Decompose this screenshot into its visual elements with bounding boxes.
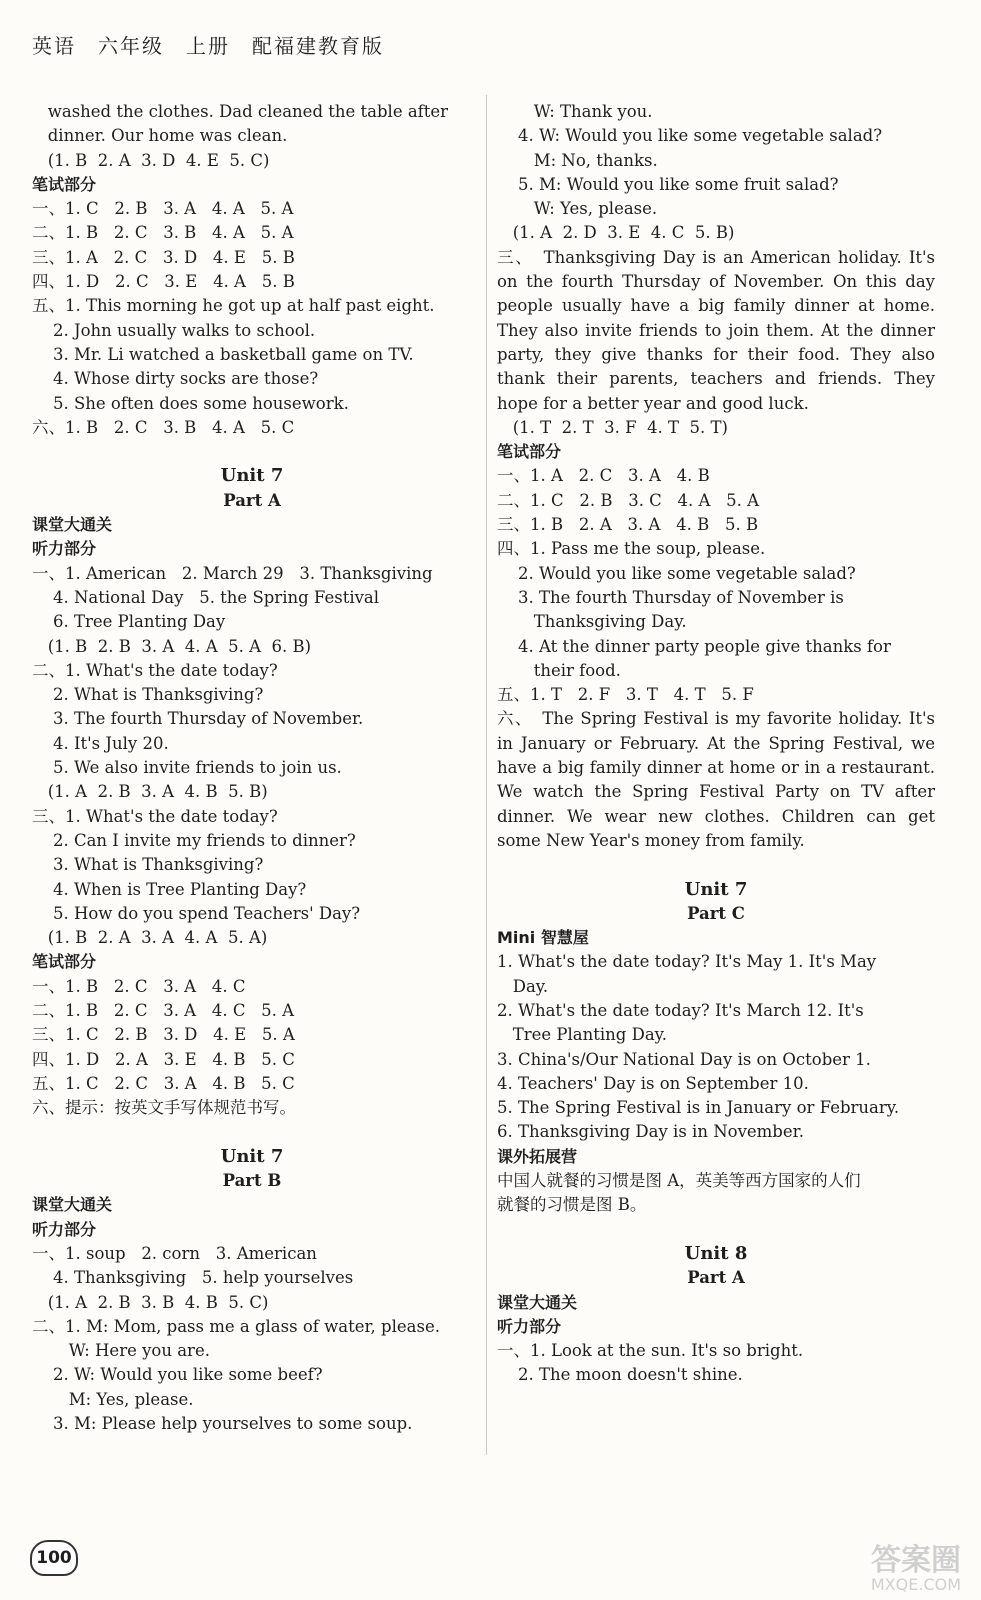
text-line: Unit 7 [684, 878, 748, 900]
text-line: 就餐的习惯是图 B。 [497, 1195, 647, 1215]
text-line: Part A [687, 1268, 745, 1288]
text-line: 4. National Day 5. the Spring Festival [32, 587, 380, 607]
text-line: 5. The Spring Festival is in January or February. [497, 1098, 900, 1118]
text-line: 5. She often does some housework. [32, 393, 349, 413]
text-line: 听力部分 [497, 1316, 562, 1336]
text-line: 6. Thanksgiving Day is in November. [497, 1122, 804, 1142]
text-line: 2. What's the date today? It's March 12. It's [497, 1000, 864, 1020]
text-line: (1. B 2. A 3. A 4. A 5. A) [32, 928, 268, 948]
text-line: 一、1. soup 2. corn 3. American [32, 1243, 317, 1263]
text-line: 一、1. B 2. C 3. A 4. C [32, 976, 246, 996]
text-line: 课堂大通关 [497, 1292, 578, 1312]
text-line: 笔试部分 [32, 174, 97, 194]
text-line: 中国人就餐的习惯是图 A，英美等西方国家的人们 [497, 1171, 861, 1191]
watermark-url: MXQE.COM [870, 1575, 961, 1594]
text-line: (1. B 2. B 3. A 4. A 5. A 6. B) [32, 636, 312, 656]
text-line: 五、1. T 2. F 3. T 4. T 5. F [497, 685, 754, 705]
text-line: 2. Would you like some vegetable salad? [497, 563, 856, 583]
text-line: M: Yes, please. [32, 1389, 194, 1409]
text-line: their food. [497, 660, 621, 680]
text-line: 二、1. B 2. C 3. A 4. C 5. A [32, 1000, 295, 1020]
column-divider [486, 95, 487, 1455]
text-line: 2. The moon doesn't shine. [497, 1365, 743, 1385]
text-line: 四、1. D 2. A 3. E 4. B 5. C [32, 1049, 295, 1069]
text-line: 三、1. What's the date today? [32, 806, 278, 826]
text-line: Tree Planting Day. [497, 1025, 668, 1045]
text-line: 四、1. Pass me the soup, please. [497, 539, 766, 559]
text-line: 5. How do you spend Teachers' Day? [32, 903, 361, 923]
text-line: 5. M: Would you like some fruit salad? [497, 174, 839, 194]
text-line: 一、1. A 2. C 3. A 4. B [497, 466, 710, 486]
text-line: 4. It's July 20. [32, 733, 169, 753]
text-line: 5. We also invite friends to join us. [32, 758, 342, 778]
text-line: 三、1. A 2. C 3. D 4. E 5. B [32, 247, 295, 267]
text-line: 三、1. B 2. A 3. A 4. B 5. B [497, 515, 759, 535]
text-line [497, 853, 935, 877]
text-line: Mini 智慧屋 [497, 928, 589, 948]
text-line: 一、1. Look at the sun. It's so bright. [497, 1341, 804, 1361]
text-line: 4. When is Tree Planting Day? [32, 879, 307, 899]
text-line: (1. T 2. T 3. F 4. T 5. T) [497, 417, 728, 437]
text-line: 6. Tree Planting Day [32, 612, 226, 632]
text-line: 课堂大通关 [32, 515, 113, 535]
text-line: 课外拓展营 [497, 1146, 578, 1166]
text-line: 3. M: Please help yourselves to some soup. [32, 1414, 413, 1434]
text-line: 三、1. C 2. B 3. D 4. E 5. A [32, 1025, 295, 1045]
thanksgiving-paragraph: 三、 Thanksgiving Day is an American holiday. It's on the fourth Thursday of November. On this day people usually have a big family dinner at home. They also invite friends to join them. At the dinner party, they give thanks for their food. They also thank their parents, teachers and friends. They hope for a better year and good luck. [497, 247, 935, 413]
text-line: 3. The fourth Thursday of November is [497, 587, 844, 607]
text-line: (1. B 2. A 3. D 4. E 5. C) [32, 150, 270, 170]
text-line: 2. W: Would you like some beef? [32, 1365, 323, 1385]
text-line: M: No, thanks. [497, 150, 658, 170]
text-line: washed the clothes. Dad cleaned the table after [32, 102, 449, 121]
text-line: W: Thank you. [497, 102, 653, 121]
text-line: Part A [223, 490, 281, 510]
text-line: Unit 7 [220, 1145, 284, 1167]
text-line: 4. Teachers' Day is on September 10. [497, 1073, 809, 1093]
text-line: 4. Thanksgiving 5. help yourselves [32, 1268, 354, 1288]
text-line: 3. China's/Our National Day is on October 1. [497, 1049, 871, 1069]
text-line: (1. A 2. D 3. E 4. C 5. B) [497, 223, 735, 243]
text-line: 二、1. What's the date today? [32, 660, 278, 680]
text-line [497, 1218, 935, 1242]
text-line: 六、1. B 2. C 3. B 4. A 5. C [32, 417, 295, 437]
text-line: 二、1. C 2. B 3. C 4. A 5. A [497, 490, 760, 510]
watermark-logo: 答案圈 [871, 1543, 961, 1578]
text-line: 听力部分 [32, 1219, 97, 1239]
text-line: 六、提示：按英文手写体规范书写。 [32, 1098, 296, 1118]
text-line: 4. W: Would you like some vegetable salad? [497, 126, 883, 146]
text-line: 课堂大通关 [32, 1195, 113, 1215]
text-line: Thanksgiving Day. [497, 612, 687, 632]
text-line: Unit 7 [220, 465, 284, 487]
text-line: 笔试部分 [32, 952, 97, 972]
text-line: 3. Mr. Li watched a basketball game on TV. [32, 344, 414, 364]
text-line [32, 440, 472, 464]
page-header: 英语 六年级 上册 配福建教育版 [32, 34, 384, 58]
text-line: (1. A 2. B 3. B 4. B 5. C) [32, 1292, 269, 1312]
page-number: 100 [30, 1540, 78, 1576]
text-line: 1. What's the date today? It's May 1. It's May [497, 952, 877, 972]
text-line [32, 1120, 472, 1144]
text-line: 二、1. M: Mom, pass me a glass of water, please. [32, 1316, 440, 1336]
spring-festival-paragraph: 六、 The Spring Festival is my favorite holiday. It's in January or February. At the Spring Festival, we have a big family dinner at home or in a restaurant. We watch the Spring Festival Party on TV after dinner. We wear new clothes. Children can get some New Year's money from family. [497, 709, 935, 850]
text-line: Part C [687, 903, 745, 923]
text-line: 听力部分 [32, 539, 97, 559]
text-line: W: Here you are. [32, 1341, 210, 1361]
text-line: 2. What is Thanksgiving? [32, 685, 264, 705]
text-line: Unit 8 [684, 1242, 748, 1264]
text-line: 四、1. D 2. C 3. E 4. A 5. B [32, 272, 295, 292]
text-line: dinner. Our home was clean. [32, 126, 288, 146]
text-line: 4. Whose dirty socks are those? [32, 369, 319, 389]
text-line: 2. John usually walks to school. [32, 320, 316, 340]
text-line: 2. Can I invite my friends to dinner? [32, 830, 356, 850]
text-line: W: Yes, please. [497, 199, 658, 219]
text-line: 五、1. C 2. C 3. A 4. B 5. C [32, 1073, 295, 1093]
text-line: 4. At the dinner party people give thanks for [497, 636, 891, 656]
left-column [32, 100, 472, 1436]
text-line: (1. A 2. B 3. A 4. B 5. B) [32, 782, 268, 802]
right-column [497, 100, 935, 1388]
text-line: Day. [497, 976, 549, 996]
text-line: 3. The fourth Thursday of November. [32, 709, 364, 729]
text-line: 笔试部分 [497, 442, 562, 462]
text-line: 五、1. This morning he got up at half past eight. [32, 296, 435, 316]
text-line: 3. What is Thanksgiving? [32, 855, 264, 875]
text-line: 一、1. C 2. B 3. A 4. A 5. A [32, 199, 294, 219]
text-line: Part B [222, 1171, 282, 1191]
text-line: 二、1. B 2. C 3. B 4. A 5. A [32, 223, 294, 243]
text-line: 一、1. American 2. March 29 3. Thanksgiving [32, 563, 433, 583]
